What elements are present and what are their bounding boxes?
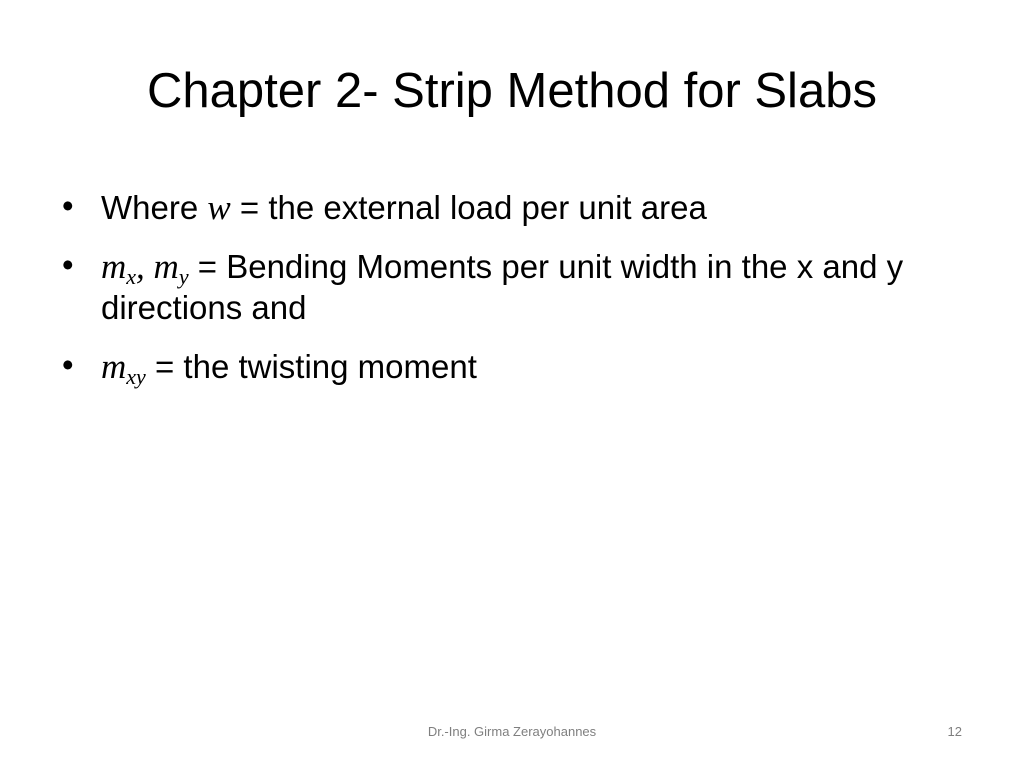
- slide-page-number: 12: [947, 724, 962, 739]
- math-subscript: xy: [126, 363, 146, 389]
- slide-title: Chapter 2- Strip Method for Slabs: [147, 64, 877, 118]
- math-symbol: m: [153, 247, 179, 287]
- math-symbol: m: [101, 247, 127, 287]
- bullet-text: = the external load per unit area: [230, 189, 707, 226]
- math-variable-mxy: [101, 346, 146, 389]
- math-subscript: x: [126, 264, 137, 290]
- math-variable-w: w: [207, 188, 231, 227]
- math-separator: ,: [136, 247, 154, 287]
- bullet-prefix: Where: [101, 189, 208, 226]
- bullet-text: = the twisting moment: [145, 347, 477, 385]
- bullet-item-bending-moments: [62, 245, 962, 329]
- math-subscript: y: [178, 264, 189, 290]
- math-symbol: m: [101, 346, 127, 386]
- bullet-list: [62, 186, 962, 404]
- math-variable-my: [153, 247, 189, 290]
- bullet-dot-icon: •: [62, 345, 74, 383]
- bullet-dot-icon: •: [62, 246, 74, 284]
- bullet-dot-icon: •: [62, 187, 74, 224]
- bullet-item-twisting-moment: [62, 345, 962, 388]
- bullet-item-load: [62, 186, 962, 229]
- footer-author: Dr.-Ing. Girma Zerayohannes: [427, 724, 597, 739]
- bullet-text: = Bending Moments per unit width in the x and y directions and: [101, 248, 904, 327]
- math-variable-mx: [101, 247, 137, 290]
